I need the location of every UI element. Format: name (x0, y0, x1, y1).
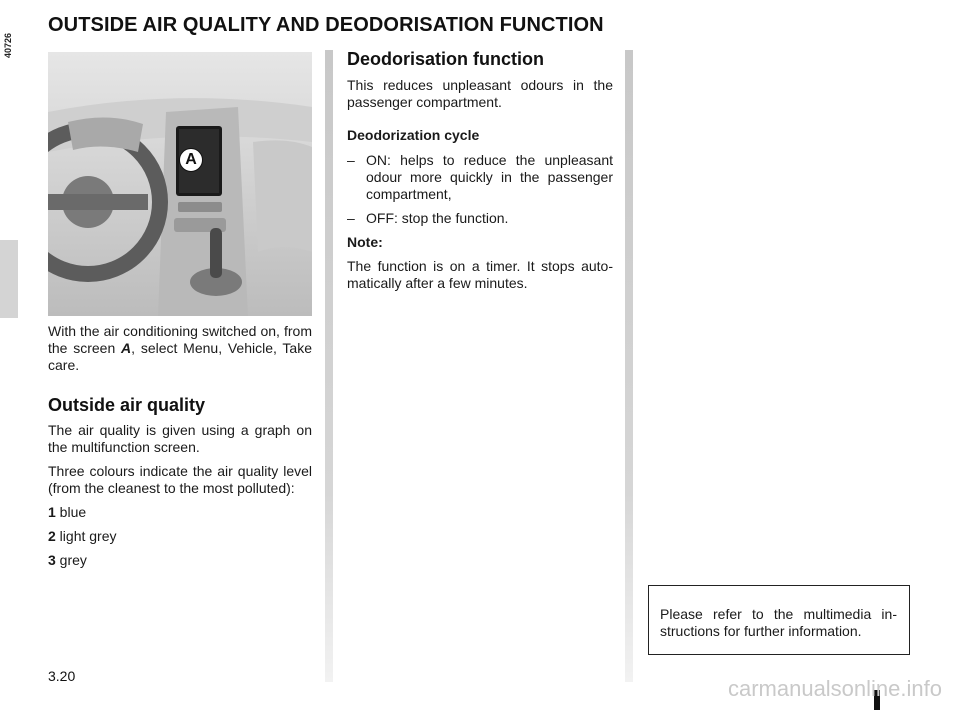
deodorization-cycle-heading: Deodorization cycle (347, 127, 480, 143)
level-label: grey (55, 552, 87, 568)
intro-paragraph (48, 323, 312, 374)
deodorisation-heading: Deodorisation function (347, 49, 544, 69)
watermark: carmanualsonline.info (727, 676, 942, 701)
deodorisation-section (347, 51, 613, 299)
bullet-item-off (347, 210, 613, 227)
page-number: 3.20 (48, 668, 76, 684)
info-box (648, 585, 910, 655)
callout-a-label: A (185, 151, 197, 168)
column-divider-right (625, 50, 633, 682)
level-label: blue (55, 504, 87, 520)
outside-air-section (48, 397, 312, 576)
outside-air-paragraph-2: Three colours indicate the air quality level (from the cleanest to the most polluted): (48, 463, 312, 496)
intro-text-start: With the air conditioning switched on, from the screen (48, 323, 312, 356)
figure-reference-number: 40726 (3, 32, 13, 58)
intro-text-end: , select Menu, Vehicle, Take care. (48, 340, 312, 373)
screen-reference: A (121, 340, 132, 356)
level-number: 1 (48, 504, 56, 520)
bullet-dash: – (347, 210, 355, 226)
level-item-1 (48, 504, 312, 521)
page-title: OUTSIDE AIR QUALITY AND DEODORISATION FUNCTION (48, 14, 604, 36)
bullet-item-on (347, 152, 613, 203)
level-item-3 (48, 552, 312, 569)
dashboard-illustration (48, 52, 312, 316)
bullet-text: ON: helps to reduce the unpleasant odour more quickly in the passenger compartment, (366, 152, 613, 202)
callout-a-marker (179, 148, 203, 172)
deodorisation-paragraph: This reduces unpleasant odours in the passenger compartment. (347, 77, 613, 110)
level-number: 2 (48, 528, 56, 544)
level-number: 3 (48, 552, 56, 568)
left-column (48, 323, 312, 381)
outside-air-paragraph-1: The air quality is given using a graph on the multifunction screen. (48, 422, 312, 455)
note-label: Note: (347, 234, 383, 250)
level-label: light grey (55, 528, 117, 544)
column-divider-left (325, 50, 333, 682)
note-text: The function is on a timer. It stops auto-matically after a few minutes. (347, 258, 613, 291)
info-box-text: Please refer to the multimedia in-structions for further information. (660, 606, 897, 639)
outside-air-heading: Outside air quality (48, 395, 206, 415)
bullet-text: OFF: stop the function. (366, 210, 509, 226)
bullet-dash: – (347, 152, 355, 168)
chapter-tab (0, 240, 18, 318)
level-item-2 (48, 528, 312, 545)
